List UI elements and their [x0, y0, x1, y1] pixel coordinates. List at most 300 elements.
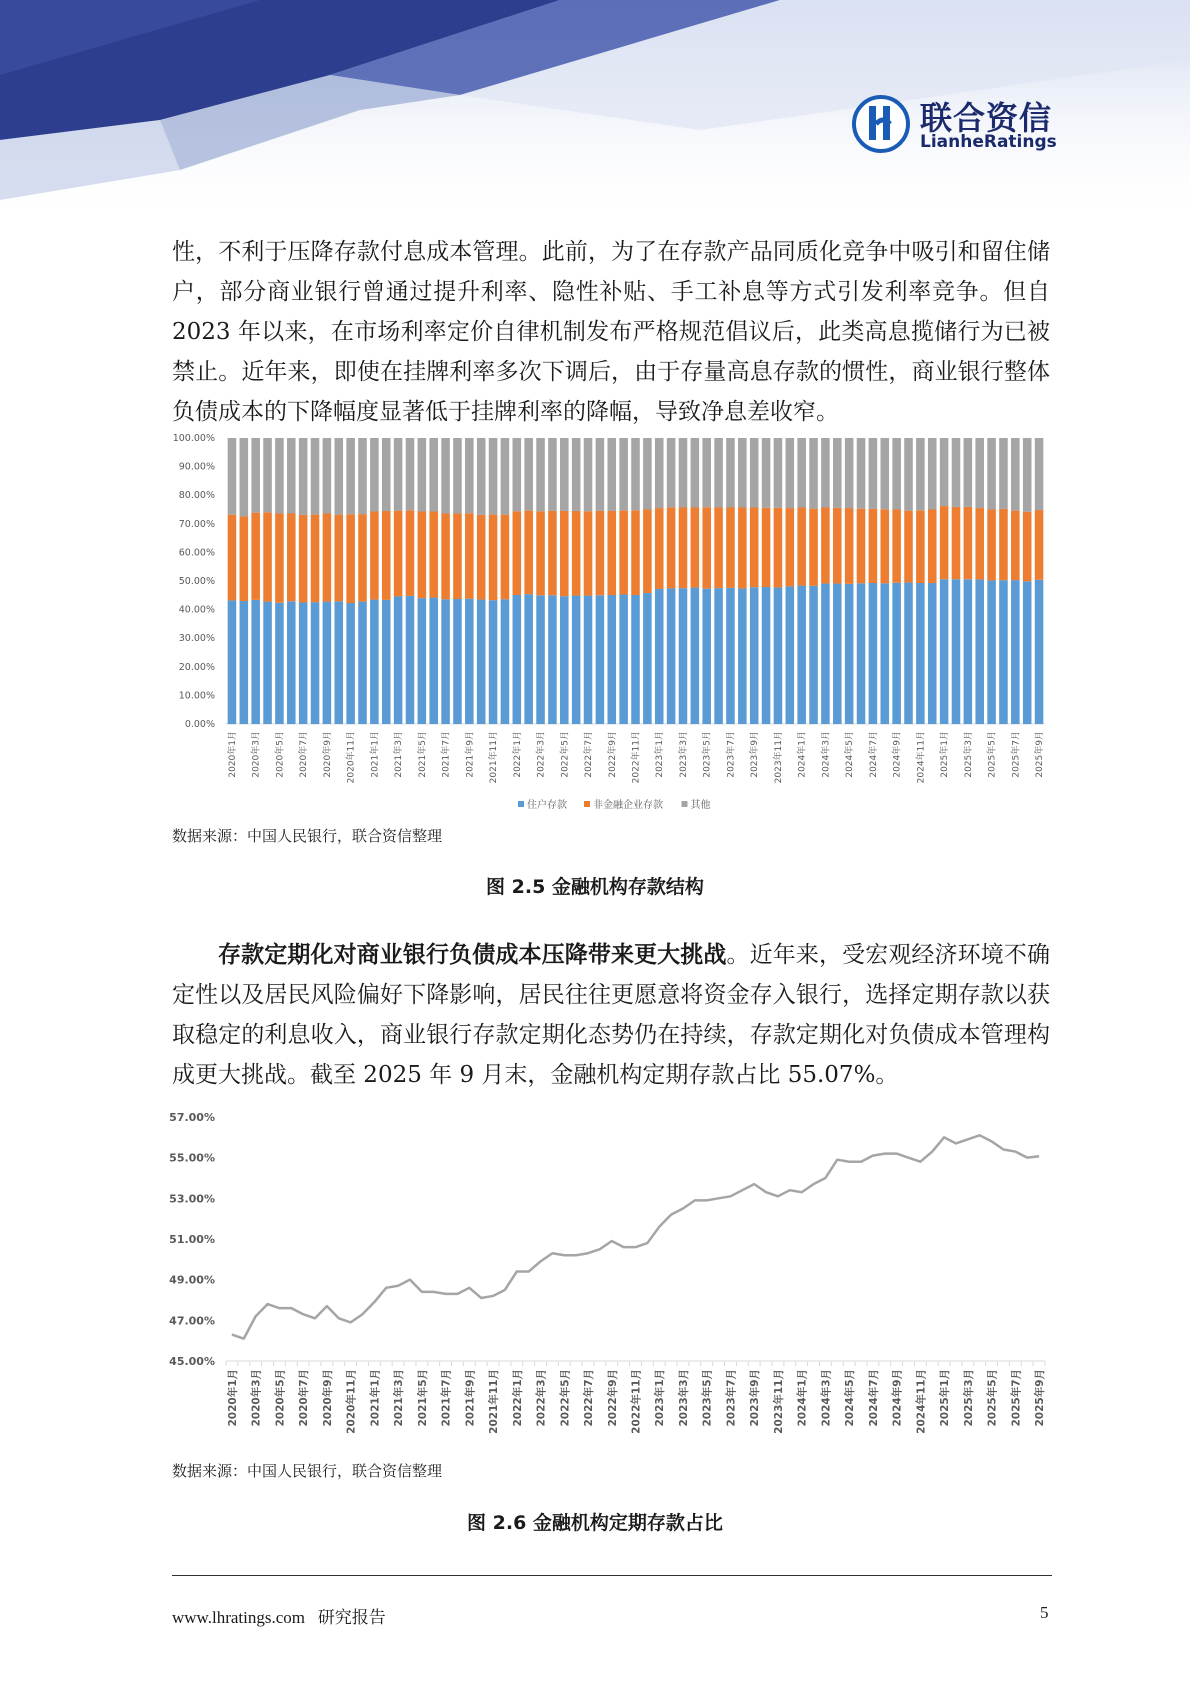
bar-segment: [702, 438, 711, 507]
bar-segment: [311, 602, 320, 724]
bar-segment: [453, 438, 462, 514]
bar-segment: [880, 509, 889, 583]
bar-segment: [1035, 510, 1044, 580]
bar-segment: [892, 510, 901, 583]
bar-segment: [667, 588, 676, 724]
bar-segment: [655, 508, 664, 589]
bar-segment: [797, 586, 806, 724]
x-tick-label: 2020年3月: [250, 1369, 263, 1427]
bar-segment: [774, 588, 783, 724]
bar-segment: [679, 508, 688, 589]
bar-segment: [536, 438, 545, 511]
bar-segment: [275, 514, 284, 603]
x-tick-label: 2022年5月: [559, 1369, 572, 1427]
x-tick-label: 2023年3月: [678, 731, 689, 778]
legend-swatch: [584, 801, 590, 807]
bar-segment: [738, 438, 747, 508]
bar-segment: [619, 594, 628, 724]
legend-swatch: [518, 801, 524, 807]
bar-segment: [916, 583, 925, 724]
bar-segment: [774, 508, 783, 588]
x-tick-label: 2020年1月: [227, 731, 238, 778]
bar-segment: [631, 595, 640, 724]
x-tick-label: 2022年9月: [606, 1369, 619, 1427]
figure-2-source: 数据来源：中国人民银行，联合资信整理: [172, 1462, 443, 1480]
bar-segment: [560, 596, 569, 724]
bar-segment: [394, 438, 403, 511]
x-tick-label: 2023年7月: [725, 1369, 738, 1427]
bar-segment: [358, 602, 367, 724]
x-tick-label: 2024年1月: [797, 731, 808, 778]
y-tick-label: 49.00%: [169, 1273, 215, 1287]
bar-segment: [406, 596, 415, 724]
x-tick-label: 2022年3月: [536, 731, 547, 778]
bar-segment: [679, 588, 688, 724]
bar-segment: [714, 588, 723, 724]
x-tick-label: 2022年3月: [535, 1369, 548, 1427]
bar-segment: [251, 513, 260, 600]
bar-segment: [513, 511, 522, 595]
bar-segment: [892, 583, 901, 724]
bar-segment: [726, 438, 735, 508]
bar-segment: [857, 583, 866, 724]
bar-segment: [536, 595, 545, 724]
x-tick-label: 2023年11月: [773, 731, 784, 784]
y-tick-label: 100.00%: [172, 433, 215, 444]
bar-segment: [762, 587, 771, 724]
x-tick-label: 2024年11月: [915, 1369, 928, 1434]
bar-segment: [904, 582, 913, 724]
bar-segment: [584, 438, 593, 511]
bar-segment: [726, 508, 735, 588]
bar-segment: [619, 438, 628, 510]
x-tick-label: 2020年5月: [274, 1369, 287, 1427]
x-tick-label: 2021年7月: [441, 731, 452, 778]
bar-segment: [1023, 438, 1032, 512]
figure-1-caption: 图 2.5 金融机构存款结构: [486, 876, 704, 898]
bar-segment: [501, 599, 510, 724]
brand-logo-icon: [851, 94, 911, 154]
bar-segment: [287, 514, 296, 602]
x-tick-label: 2021年3月: [393, 1369, 406, 1427]
bar-segment: [833, 438, 842, 508]
bar-segment: [1035, 438, 1044, 510]
bar-segment: [869, 438, 878, 509]
bar-segment: [572, 511, 581, 596]
y-tick-label: 47.00%: [169, 1314, 215, 1328]
bar-segment: [346, 603, 355, 724]
bar-segment: [370, 512, 379, 600]
bar-segment: [892, 438, 901, 510]
bar-segment: [275, 603, 284, 724]
bar-segment: [370, 438, 379, 512]
x-tick-label: 2022年7月: [583, 1369, 596, 1427]
bar-segment: [809, 438, 818, 509]
x-tick-label: 2025年1月: [940, 731, 951, 778]
bar-segment: [334, 515, 343, 602]
bar-segment: [572, 596, 581, 724]
bar-segment: [334, 438, 343, 515]
bar-segment: [999, 438, 1008, 509]
bar-segment: [940, 579, 949, 724]
bar-segment: [987, 510, 996, 581]
body-paragraph-1: 性，不利于压降存款付息成本管理。此前，为了在存款产品同质化竞争中吸引和留住储户，部分商业银行曾通过提升利率、隐性补贴、手工补息等方式引发利率竞争。但自 2023 年以来，在市场利率定价自律机制发布严格规范倡议后，此类高息揽储行为已被禁止。近年来，即使在挂牌利率多次下调后，由于存量高息存款的惯性，商业银行整体负债成本的下降幅度显著低于挂牌利率的降幅，导致净息差收窄。: [172, 239, 1050, 425]
bar-segment: [738, 508, 747, 589]
bar-segment: [275, 438, 284, 514]
x-tick-label: 2023年3月: [677, 1369, 690, 1427]
bar-segment: [441, 438, 450, 514]
bar-segment: [240, 601, 249, 724]
bar-segment: [845, 438, 854, 508]
legend-label: 住户存款: [527, 800, 567, 811]
bar-segment: [679, 438, 688, 508]
bar-segment: [406, 438, 415, 510]
bar-segment: [501, 515, 510, 600]
bar-segment: [940, 506, 949, 579]
bar-segment: [228, 515, 237, 601]
x-tick-label: 2025年5月: [987, 731, 998, 778]
bar-segment: [762, 438, 771, 508]
y-tick-label: 90.00%: [178, 461, 215, 473]
bar-segment: [299, 602, 308, 724]
x-tick-label: 2024年1月: [796, 1369, 809, 1427]
bar-segment: [251, 438, 260, 513]
bar-segment: [370, 600, 379, 724]
bar-segment: [738, 588, 747, 724]
bar-segment: [786, 586, 795, 724]
bar-segment: [655, 589, 664, 724]
bar-segment: [287, 601, 296, 724]
bar-segment: [382, 511, 391, 600]
bar-segment: [880, 438, 889, 509]
x-tick-label: 2021年1月: [370, 731, 381, 778]
bar-segment: [346, 438, 355, 514]
x-tick-label: 2025年7月: [1011, 731, 1022, 778]
x-tick-label: 2024年3月: [821, 731, 832, 778]
bar-segment: [560, 438, 569, 511]
y-tick-label: 45.00%: [169, 1355, 215, 1368]
footer-url[interactable]: www.lhratings.com: [172, 1608, 305, 1627]
paragraph-2-heading: 存款定期化对商业银行负债成本压降带来更大挑战: [218, 941, 727, 968]
bar-segment: [429, 512, 438, 598]
x-tick-label: 2023年11月: [772, 1369, 785, 1434]
bar-segment: [394, 511, 403, 597]
bar-segment: [691, 588, 700, 724]
x-tick-label: 2021年11月: [488, 1369, 501, 1434]
bar-segment: [904, 511, 913, 583]
bar-segment: [714, 438, 723, 508]
bar-segment: [453, 599, 462, 724]
x-tick-label: 2020年5月: [275, 731, 286, 778]
bar-segment: [750, 587, 759, 724]
brand-name-en: LianheRatings: [920, 132, 1057, 152]
bar-segment: [596, 595, 605, 724]
x-tick-label: 2024年9月: [891, 1369, 904, 1427]
bar-segment: [999, 509, 1008, 580]
bar-segment: [691, 438, 700, 508]
bar-segment: [916, 438, 925, 510]
bar-segment: [501, 438, 510, 515]
bar-segment: [560, 511, 569, 596]
bar-segment: [323, 438, 332, 514]
bar-segment: [299, 515, 308, 603]
bar-segment: [287, 438, 296, 514]
bar-segment: [904, 438, 913, 511]
bar-segment: [228, 600, 237, 724]
bar-segment: [418, 512, 427, 599]
bar-segment: [975, 438, 984, 508]
bar-segment: [964, 579, 973, 724]
bar-segment: [465, 438, 474, 513]
bar-segment: [489, 438, 498, 515]
x-tick-label: 2021年9月: [465, 731, 476, 778]
x-tick-label: 2023年1月: [654, 1369, 667, 1427]
bar-segment: [964, 507, 973, 579]
bar-segment: [786, 438, 795, 508]
bar-segment: [228, 438, 237, 515]
bar-segment: [833, 584, 842, 724]
bar-segment: [524, 438, 533, 511]
x-tick-label: 2024年5月: [845, 731, 856, 778]
bar-segment: [429, 438, 438, 512]
bar-segment: [667, 438, 676, 507]
bar-segment: [702, 589, 711, 724]
x-tick-label: 2020年7月: [298, 1369, 311, 1427]
legend-swatch: [682, 801, 688, 807]
bar-segment: [240, 438, 249, 516]
legend-label: 其他: [690, 800, 711, 811]
x-tick-label: 2024年3月: [820, 1369, 833, 1427]
bar-segment: [987, 438, 996, 510]
bar-segment: [631, 438, 640, 510]
bar-segment: [750, 508, 759, 588]
bar-segment: [797, 508, 806, 586]
bar-segment: [1011, 511, 1020, 581]
bar-segment: [311, 438, 320, 515]
bar-segment: [524, 511, 533, 595]
bar-segment: [358, 514, 367, 602]
x-tick-label: 2020年9月: [322, 731, 333, 778]
bar-segment: [299, 438, 308, 515]
x-tick-label: 2025年3月: [962, 1369, 975, 1427]
bar-segment: [323, 602, 332, 724]
x-tick-label: 2023年7月: [726, 731, 737, 778]
bar-segment: [750, 438, 759, 508]
bar-segment: [323, 514, 332, 602]
bar-segment: [928, 510, 937, 584]
bar-segment: [477, 515, 486, 600]
footer-label: 研究报告: [317, 1608, 386, 1627]
bar-segment: [548, 438, 557, 511]
bar-segment: [643, 510, 652, 594]
bar-segment: [418, 438, 427, 512]
bar-segment: [311, 515, 320, 603]
bar-segment: [964, 438, 973, 507]
bar-segment: [536, 511, 545, 595]
bar-segment: [548, 511, 557, 595]
bar-segment: [916, 510, 925, 583]
x-tick-label: 2024年5月: [844, 1369, 857, 1427]
y-tick-label: 53.00%: [169, 1192, 215, 1206]
bar-segment: [513, 595, 522, 724]
x-tick-label: 2025年3月: [963, 731, 974, 778]
bar-segment: [263, 438, 272, 512]
bar-segment: [1011, 580, 1020, 724]
x-tick-label: 2023年9月: [750, 731, 761, 778]
bar-segment: [880, 583, 889, 724]
x-tick-label: 2024年11月: [916, 731, 927, 784]
bar-segment: [394, 596, 403, 724]
x-tick-label: 2023年9月: [749, 1369, 762, 1427]
x-tick-label: 2022年9月: [607, 731, 618, 778]
bar-segment: [631, 510, 640, 595]
x-tick-label: 2020年3月: [251, 731, 262, 778]
bar-segment: [845, 508, 854, 584]
bar-segment: [263, 512, 272, 601]
bar-segment: [382, 600, 391, 724]
legend-label: 非金融企业存款: [593, 800, 663, 811]
bar-segment: [975, 508, 984, 580]
y-tick-label: 10.00%: [178, 690, 215, 702]
bar-segment: [548, 595, 557, 724]
bar-segment: [477, 438, 486, 515]
y-tick-label: 80.00%: [178, 490, 215, 502]
bar-segment: [833, 508, 842, 584]
bar-segment: [928, 583, 937, 724]
bar-segment: [429, 598, 438, 724]
bar-segment: [726, 588, 735, 724]
x-tick-label: 2020年9月: [321, 1369, 334, 1427]
bar-segment: [382, 438, 391, 511]
x-tick-label: 2025年9月: [1034, 1369, 1047, 1427]
y-tick-label: 51.00%: [169, 1233, 215, 1246]
bar-segment: [465, 599, 474, 724]
bar-segment: [441, 514, 450, 600]
bar-segment: [607, 511, 616, 595]
x-tick-label: 2023年5月: [702, 731, 713, 778]
bar-segment: [845, 584, 854, 724]
x-tick-label: 2022年1月: [511, 1369, 524, 1427]
x-tick-label: 2021年7月: [440, 1369, 453, 1427]
bar-segment: [952, 507, 961, 579]
series-line: [232, 1135, 1039, 1338]
bar-segment: [857, 438, 866, 509]
bar-segment: [489, 515, 498, 601]
x-tick-label: 2022年7月: [584, 731, 595, 778]
x-tick-label: 2025年5月: [986, 1369, 999, 1427]
x-tick-label: 2022年1月: [512, 731, 523, 778]
bar-segment: [821, 584, 830, 724]
bar-segment: [940, 438, 949, 506]
x-tick-label: 2021年1月: [369, 1369, 382, 1427]
x-tick-label: 2021年5月: [417, 731, 428, 778]
x-tick-label: 2024年7月: [867, 1369, 880, 1427]
bar-segment: [607, 438, 616, 511]
bar-segment: [857, 509, 866, 584]
figure-2-caption: 图 2.6 金融机构定期存款占比: [467, 1512, 723, 1534]
bar-segment: [251, 600, 260, 724]
bar-segment: [869, 583, 878, 724]
x-tick-label: 2020年7月: [299, 731, 310, 778]
bar-segment: [358, 438, 367, 514]
bar-segment: [489, 600, 498, 724]
bar-segment: [334, 601, 343, 724]
x-tick-label: 2025年1月: [939, 1369, 952, 1427]
x-tick-label: 2021年5月: [416, 1369, 429, 1427]
bar-segment: [786, 508, 795, 586]
x-tick-label: 2021年11月: [489, 731, 500, 784]
bar-segment: [952, 579, 961, 724]
bar-segment: [987, 580, 996, 724]
x-tick-label: 2021年3月: [394, 731, 405, 778]
bar-segment: [240, 516, 249, 601]
bar-segment: [596, 438, 605, 511]
bar-segment: [1023, 581, 1032, 724]
y-tick-label: 40.00%: [178, 604, 215, 616]
bar-segment: [263, 602, 272, 724]
bar-segment: [607, 595, 616, 724]
bar-segment: [869, 509, 878, 583]
bar-segment: [1011, 438, 1020, 511]
brand-name-cn: 联合资信: [920, 99, 1053, 137]
bar-segment: [809, 586, 818, 724]
y-tick-label: 0.00%: [184, 719, 215, 730]
x-tick-label: 2022年11月: [630, 1369, 643, 1434]
bar-segment: [809, 509, 818, 586]
bar-segment: [821, 508, 830, 584]
footer-source: [172, 1603, 386, 1628]
bar-segment: [774, 438, 783, 508]
footer-divider: [172, 1575, 1052, 1576]
bar-segment: [406, 510, 415, 596]
bar-segment: [655, 438, 664, 508]
x-tick-label: 2020年1月: [226, 1369, 239, 1427]
y-tick-label: 60.00%: [178, 547, 215, 559]
bar-segment: [702, 507, 711, 589]
body-paragraph-2: [172, 935, 1050, 1095]
bar-segment: [346, 514, 355, 603]
deposit-structure-chart: [0, 420, 1190, 840]
x-tick-label: 2020年11月: [345, 1369, 358, 1434]
bar-segment: [999, 580, 1008, 724]
y-tick-label: 50.00%: [178, 576, 215, 587]
bar-segment: [667, 507, 676, 588]
y-tick-label: 55.00%: [169, 1151, 215, 1165]
bar-segment: [584, 596, 593, 724]
x-tick-label: 2021年9月: [464, 1369, 477, 1427]
figure-1-source: 数据来源：中国人民银行，联合资信整理: [172, 827, 443, 845]
bar-segment: [572, 438, 581, 511]
bar-segment: [513, 438, 522, 511]
bar-segment: [418, 598, 427, 724]
x-tick-label: 2025年9月: [1035, 731, 1046, 778]
y-tick-label: 70.00%: [178, 518, 215, 530]
bar-segment: [453, 514, 462, 600]
bar-segment: [643, 593, 652, 724]
paragraph-2-text: 。近年来，受宏观经济环境不确定性以及居民风险偏好下降影响，居民往往更愿意将资金存入银行，选择定期存款以获取稳定的利息收入，商业银行存款定期化态势仍在持续，存款定期化对负债成本管理构成更大挑战。截至 2025 年 9 月末，金融机构定期存款占比 55.07%。: [172, 942, 1051, 1088]
y-tick-label: 57.00%: [169, 1111, 215, 1124]
bar-segment: [584, 511, 593, 595]
x-tick-label: 2023年1月: [655, 731, 666, 778]
bar-segment: [643, 438, 652, 510]
x-tick-label: 2020年11月: [346, 731, 357, 784]
time-deposit-ratio-chart: [0, 1100, 1190, 1445]
bar-segment: [1035, 580, 1044, 724]
y-tick-label: 30.00%: [178, 633, 215, 645]
bar-segment: [714, 508, 723, 589]
x-tick-label: 2025年7月: [1010, 1369, 1023, 1427]
bar-segment: [619, 510, 628, 594]
